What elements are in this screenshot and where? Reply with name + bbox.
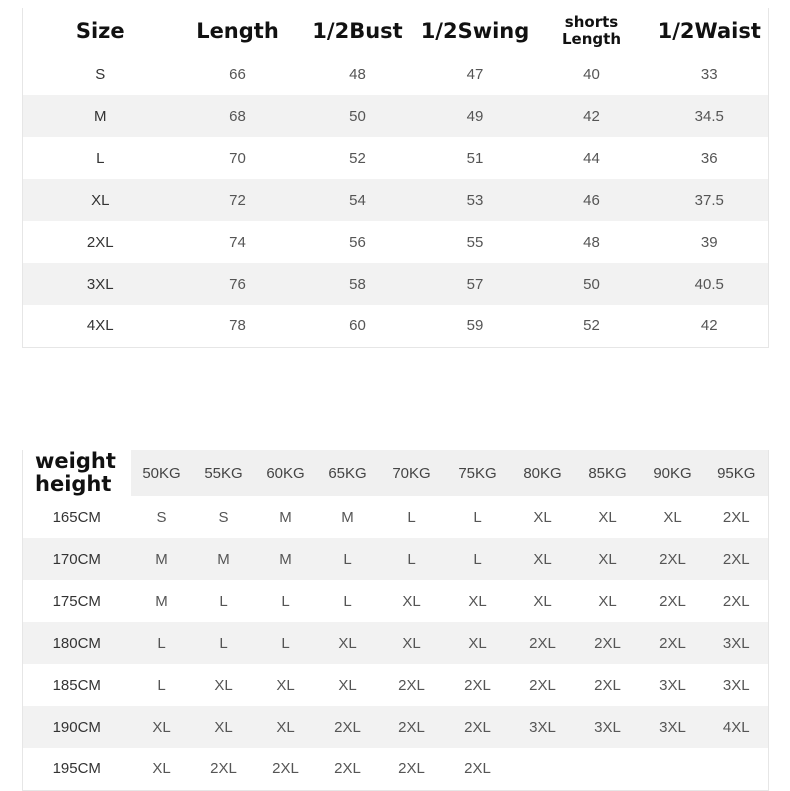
size-chart-row xyxy=(23,53,769,95)
fit-guide-row xyxy=(23,496,769,538)
recommended-size-cell: 2XL xyxy=(529,634,556,652)
measurement-cell: 34.5 xyxy=(694,107,724,125)
recommended-size-cell: XL xyxy=(533,550,552,568)
measurement-cell: 70 xyxy=(229,149,246,167)
recommended-size-cell: 2XL xyxy=(398,760,425,778)
fit-guide-table xyxy=(22,450,769,791)
size-label-cell: 3XL xyxy=(86,275,114,293)
recommended-size-cell: XL xyxy=(338,634,357,652)
weight-header-cell: 85KG xyxy=(588,464,627,482)
recommended-size-cell xyxy=(575,748,641,790)
recommended-size-cell: XL xyxy=(468,634,487,652)
measurement-cell: 52 xyxy=(583,317,600,335)
measurement-cell: 36 xyxy=(700,149,718,167)
measurement-cell: 47 xyxy=(466,65,484,83)
size-chart-row xyxy=(23,179,769,221)
recommended-size-cell: L xyxy=(157,634,166,652)
measurement-cell: 50 xyxy=(583,275,600,293)
recommended-size-cell: M xyxy=(217,550,230,568)
recommended-size-cell: 2XL xyxy=(722,508,750,526)
height-label-cell: 195CM xyxy=(52,760,101,778)
recommended-size-cell: M xyxy=(279,508,292,526)
size-label-cell: S xyxy=(95,65,106,83)
size-label-cell: M xyxy=(94,107,107,125)
recommended-size-cell: L xyxy=(407,550,416,568)
recommended-size-cell: L xyxy=(343,592,352,610)
recommended-size-cell: XL xyxy=(152,760,171,778)
recommended-size-cell: L xyxy=(281,592,290,610)
measurement-cell: 55 xyxy=(466,233,484,251)
size-chart-row xyxy=(23,221,769,263)
recommended-size-cell: XL xyxy=(533,508,552,526)
recommended-size-cell: M xyxy=(155,550,168,568)
recommended-size-cell: XL xyxy=(598,592,617,610)
recommended-size-cell: XL xyxy=(214,718,233,736)
measurement-cell: 54 xyxy=(349,191,366,209)
recommended-size-cell: 2XL xyxy=(594,634,621,652)
recommended-size-cell: 2XL xyxy=(464,676,491,694)
fit-guide-row xyxy=(23,580,769,622)
recommended-size-cell: 2XL xyxy=(210,760,237,778)
fit-guide-row xyxy=(23,538,769,580)
recommended-size-cell: XL xyxy=(402,634,421,652)
measurement-cell: 74 xyxy=(229,233,246,251)
size-label-cell: 2XL xyxy=(86,233,114,251)
recommended-size-cell: 2XL xyxy=(722,592,750,610)
height-label-cell: 175CM xyxy=(52,592,101,610)
recommended-size-cell: XL xyxy=(214,676,233,694)
measurement-cell: 51 xyxy=(466,149,484,167)
measurement-cell: 66 xyxy=(229,65,246,83)
recommended-size-cell: 4XL xyxy=(722,718,750,736)
header-shorts-length-text: shorts Length xyxy=(562,12,621,48)
header-shorts-length xyxy=(533,8,651,53)
weight-header-cell: 90KG xyxy=(653,464,692,482)
recommended-size-cell: L xyxy=(407,508,416,526)
recommended-size-cell: XL xyxy=(598,550,617,568)
recommended-size-cell: L xyxy=(281,634,290,652)
header-length: Length xyxy=(196,18,279,43)
fit-guide-row xyxy=(23,748,769,790)
recommended-size-cell: 2XL xyxy=(334,760,361,778)
recommended-size-cell xyxy=(641,748,705,790)
fit-guide-header-row xyxy=(23,450,769,496)
measurement-cell: 42 xyxy=(700,317,718,335)
recommended-size-cell: XL xyxy=(402,592,421,610)
recommended-size-cell: L xyxy=(157,676,166,694)
recommended-size-cell: 3XL xyxy=(722,676,750,694)
recommended-size-cell: 2XL xyxy=(529,676,556,694)
recommended-size-cell: S xyxy=(156,508,167,526)
measurement-cell: 48 xyxy=(349,65,366,83)
header-half-bust: 1/2Bust xyxy=(312,18,403,43)
recommended-size-cell: S xyxy=(218,508,229,526)
recommended-size-cell: 2XL xyxy=(594,676,621,694)
weight-height-corner xyxy=(23,450,131,496)
recommended-size-cell: XL xyxy=(276,676,295,694)
height-label-cell: 190CM xyxy=(52,718,101,736)
recommended-size-cell: M xyxy=(341,508,354,526)
recommended-size-cell: 2XL xyxy=(659,592,686,610)
size-chart-row xyxy=(23,305,769,347)
measurement-cell: 42 xyxy=(583,107,600,125)
corner-weight-label: weight xyxy=(35,449,116,473)
recommended-size-cell: L xyxy=(343,550,352,568)
measurement-cell: 52 xyxy=(349,149,366,167)
measurement-cell: 72 xyxy=(229,191,246,209)
recommended-size-cell: XL xyxy=(276,718,295,736)
recommended-size-cell: L xyxy=(473,508,482,526)
measurement-cell: 60 xyxy=(349,317,366,335)
size-chart-row xyxy=(23,263,769,305)
weight-header-cell: 55KG xyxy=(204,464,243,482)
size-label-cell: L xyxy=(96,149,105,167)
recommended-size-cell: 2XL xyxy=(398,718,425,736)
measurement-cell: 58 xyxy=(349,275,366,293)
recommended-size-cell: XL xyxy=(598,508,617,526)
measurement-cell: 46 xyxy=(583,191,600,209)
weight-header-cell: 65KG xyxy=(328,464,367,482)
recommended-size-cell: XL xyxy=(338,676,357,694)
size-chart-header-row xyxy=(23,8,769,53)
fit-guide-row xyxy=(23,622,769,664)
corner-height-label: height xyxy=(35,472,112,496)
header-half-swing: 1/2Swing xyxy=(420,18,530,43)
recommended-size-cell: 2XL xyxy=(464,760,491,778)
recommended-size-cell: 3XL xyxy=(529,718,556,736)
measurement-cell: 59 xyxy=(466,317,484,335)
weight-header-cell: 75KG xyxy=(458,464,497,482)
recommended-size-cell: 2XL xyxy=(334,718,361,736)
recommended-size-cell: L xyxy=(219,634,228,652)
measurement-cell: 76 xyxy=(229,275,246,293)
fit-guide-row xyxy=(23,664,769,706)
weight-header-cell: 80KG xyxy=(523,464,562,482)
recommended-size-cell: 3XL xyxy=(659,718,686,736)
measurement-cell: 49 xyxy=(466,107,484,125)
height-label-cell: 185CM xyxy=(52,676,101,694)
size-chart-table xyxy=(22,8,769,348)
header-half-waist: 1/2Waist xyxy=(657,18,761,43)
measurement-cell: 44 xyxy=(583,149,600,167)
fit-guide-row xyxy=(23,706,769,748)
recommended-size-cell: L xyxy=(219,592,228,610)
recommended-size-cell: M xyxy=(279,550,292,568)
recommended-size-cell: 2XL xyxy=(722,550,750,568)
recommended-size-cell: M xyxy=(155,592,168,610)
size-chart-row xyxy=(23,137,769,179)
recommended-size-cell: XL xyxy=(533,592,552,610)
recommended-size-cell: 2XL xyxy=(464,718,491,736)
weight-header-cell: 70KG xyxy=(392,464,431,482)
height-label-cell: 165CM xyxy=(52,508,101,526)
measurement-cell: 40 xyxy=(583,65,600,83)
measurement-cell: 68 xyxy=(229,107,246,125)
measurement-cell: 40.5 xyxy=(694,275,724,293)
size-chart-row xyxy=(23,95,769,137)
measurement-cell: 78 xyxy=(229,317,246,335)
recommended-size-cell xyxy=(511,748,575,790)
measurement-cell: 56 xyxy=(349,233,366,251)
header-size: Size xyxy=(75,18,125,43)
recommended-size-cell xyxy=(705,748,769,790)
recommended-size-cell: XL xyxy=(152,718,171,736)
measurement-cell: 39 xyxy=(700,233,718,251)
measurement-cell: 37.5 xyxy=(694,191,724,209)
height-label-cell: 170CM xyxy=(52,550,101,568)
recommended-size-cell: L xyxy=(473,550,482,568)
recommended-size-cell: 3XL xyxy=(659,676,686,694)
measurement-cell: 57 xyxy=(466,275,484,293)
measurement-cell: 33 xyxy=(700,65,718,83)
size-label-cell: 4XL xyxy=(86,317,114,335)
recommended-size-cell: 3XL xyxy=(594,718,621,736)
recommended-size-cell: XL xyxy=(468,592,487,610)
measurement-cell: 50 xyxy=(349,107,366,125)
recommended-size-cell: 3XL xyxy=(722,634,750,652)
height-label-cell: 180CM xyxy=(52,634,101,652)
recommended-size-cell: XL xyxy=(663,508,682,526)
weight-header-cell: 50KG xyxy=(142,464,181,482)
recommended-size-cell: 2XL xyxy=(398,676,425,694)
weight-header-cell: 95KG xyxy=(717,464,756,482)
measurement-cell: 48 xyxy=(583,233,600,251)
recommended-size-cell: 2XL xyxy=(659,550,686,568)
measurement-cell: 53 xyxy=(466,191,484,209)
recommended-size-cell: 2XL xyxy=(272,760,299,778)
size-label-cell: XL xyxy=(91,191,110,209)
recommended-size-cell: 2XL xyxy=(659,634,686,652)
weight-header-cell: 60KG xyxy=(266,464,305,482)
